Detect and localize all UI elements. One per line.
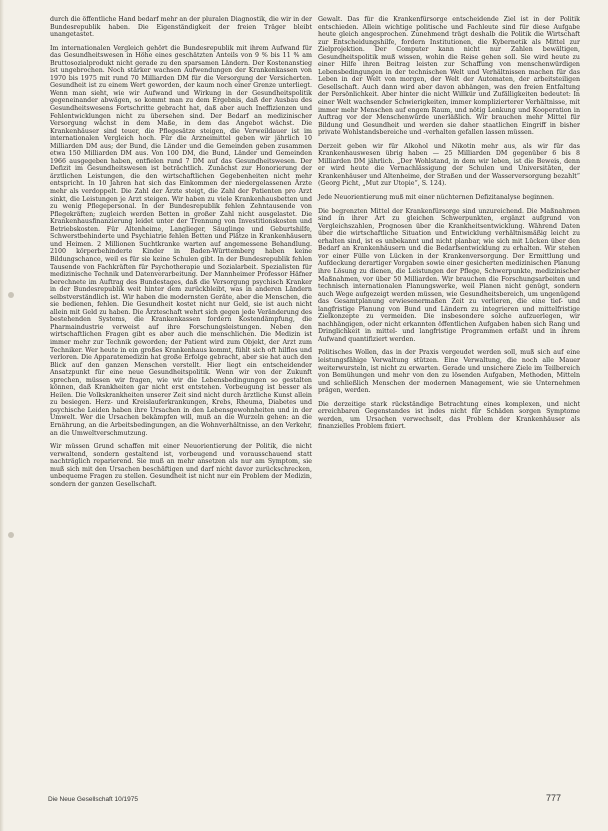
paragraph: Die derzeitige stark rückständige Betrachtung eines komplexen, und nicht erreichbaren Gegenstandes ist indes nicht für Schäden sorgen Symptome werden, um Ursachen verwechselt, das Problem der Krankenhäuser als finanzielles Problem fixiert.: [318, 400, 580, 431]
paragraph: Die begrenzten Mittel der Krankenfürsorge sind unzureichend. Die Maßnahmen sind in ihrer Art zu gleichen Schwerpunkten, ergänzt aufgrund von Vergleichszahlen, Prognosen über die Krankheitsentwicklung. Während Daten über die wirtschaftliche Situation und Entwicklung verhältnismäßig leicht zu erhalten sind, ist es unbekannt und nicht planbar, wie sich mit Lücken über den Bedarf an Krankenhäusern und die Bedarfsentwicklung zu erhalten. Wir stehen vor einer Fülle von Lücken in der Krankenversorgung. Der Ermittlung und Aufdeckung derartiger Vorgaben sowie einer gesicherten medizinischen Planung ihre Lösung zu dienen, die Leistungen der Pflege, Schwerpunkte, medizinischer Maßnahmen, vor über 50 Milliarden. Wir brauchen die Forschungsarbeiten und technisch internationalen Planungswerke, weil Planen nicht genügt, sondern auch Wege aufgezeigt werden müssen, wie Gesundheitsbereich, um ungenügend das Gesamtplanung erwiesenermaßen Zeit zu verlieren, die eine tief- und langfristige Planung von Bund und Ländern zu integrieren und mittelfristige Zielkonzepte zu vermeiden. Die insbesondere solche aufzuerlegen, wir nachhängigen, oder nicht erkannten öffentlichen Aufgaben haben sich Rang und Dringlichkeit in mittel- und langfristige Programmen erfaßt und in ihrem Aufwand quantifiziert werden.: [318, 207, 580, 343]
paragraph: Derzeit geben wir für Alkohol und Nikotin mehr aus, als wir für das Krankenhauswesen übrig haben — 25 Milliarden DM gegenüber 6 bis 8 Milliarden DM jährlich. „Der Wohlstand, in dem wir leben, ist die Beweis, denn er wird heute die Vernachlässigung der Schulen und Universitäten, der Krankenhäuser und Altenheime, der Straßen und der Wasserversorgung bezahlt“ (Georg Picht, „Mut zur Utopie“, S. 124).: [318, 142, 580, 188]
paragraph: Im internationalen Vergleich gehört die Bundesrepublik mit ihrem Aufwand für das Gesundheitswesen in Höhe eines geschätzten Anteils von 9 % bis 11 % am Bruttosozialprodukt nicht gerade zu den sparsamen Ländern. Der Kostenanstieg ist ungebrochen. Noch stärker wachsen Aufwendungen der Krankenkassen von 1970 bis 1975 mit rund 70 Milliarden DM für die Versorgung der Versicherten. Gesundheit ist zu einem Wert geworden, der kaum noch einer Grenze unterliegt. Wenn man sieht, wie wir Aufwand und Wirkung in der Gesundheitspolitik gegeneinander abwägen, so kommt man zu dem Ergebnis, daß der Ausbau des Gesundheitswesens Fortschritte gebracht hat, daß aber auch Ineffizienzen und Fehlentwicklungen nicht zu übersehen sind. Der Bedarf an medizinischer Versorgung wächst in dem Maße, in dem das Angebot wächst. Die Krankenhäuser sind teuer, die Pflegesätze steigen, die Verweildauer ist im internationalen Vergleich hoch. Für die Arzneimittel geben wir jährlich 10 Milliarden DM aus; der Bund, die Länder und die Gemeinden geben zusammen etwa 150 Milliarden DM aus. Von 100 DM, die Bund, Länder und Gemeinden 1966 ausgegeben haben, entfielen rund 7 DM auf das Gesundheitswesen. Der Defizit im Gesundheitswesen ist beträchtlich. Zunächst zur Honorierung der ärztlichen Leistungen, die den wirtschaftlichen Gegebenheiten nicht mehr entspricht. In 10 Jahren hat sich das Einkommen der niedergelassenen Ärzte mehr als verdoppelt. Die Zahl der Ärzte steigt, die Zahl der Patienten pro Arzt sinkt, die Leistungen je Arzt steigen. Wir haben zu viele Krankenhausbetten und zu wenig Pflegepersonal. In der Bundesrepublik fehlen Zehntausende von Pflegekräften; zugleich werden Betten in großer Zahl nicht ausgelastet. Die Krankenhausfinanzierung leidet unter der Trennung von Investitionskosten und Betriebskosten. Für Altenheime, Langlieger, Säuglinge und Geburtshilfe, Schwerstbehinderte und Psychiatrie fehlen Betten und Plätze in Krankenhäusern und Heimen. 2 Millionen Suchtkranke warten auf angemessene Behandlung. 2100 körperbehinderte Kinder in Baden-Württemberg haben keine Bildungschance, weil es für sie keine Schulen gibt. In der Bundesrepublik fehlen Tausende von Fachkräften für Psychotherapie und Sozialarbeit. Spezialisten für medizinische Technik und Datenverarbeitung. Der Mannheimer Professor Häfner berechnete im Auftrag des Bundestages, daß die Versorgung psychisch Kranker in der Bundesrepublik weit hinter dem zurückbleibt, was in anderen Ländern selbstverständlich ist. Wir haben die modernsten Geräte, aber die Menschen, die sie bedienen, fehlen. Die Gesundheit kostet nicht nur Geld, sie ist auch nicht allein mit Geld zu haben. Die Ärzteschaft wehrt sich gegen jede Veränderung des bestehenden Systems, die Krankenkassen fordern Kostendämpfung, die Pharmaindustrie verweist auf ihre Forschungsleistungen. Neben den wirtschaftlichen Fragen gibt es aber auch die menschlichen. Die Medizin ist immer mehr zur Technik geworden; der Patient wird zum Objekt, der Arzt zum Techniker. Wer heute in ein großes Krankenhaus kommt, fühlt sich oft hilflos und verloren. Die Apparatemedizin hat große Erfolge gebracht, aber sie hat auch den Blick auf den ganzen Menschen verstellt. Hier liegt ein entscheidender Ansatzpunkt für eine neue Gesundheitspolitik. Wenn wir von der Zukunft sprechen, müssen wir fragen, wie wir die Lebensbedingungen so gestalten können, daß Krankheiten gar nicht erst entstehen. Vorbeugung ist besser als Heilen. Die Volkskrankheiten unserer Zeit sind nicht durch ärztliche Kunst allein zu besiegen. Herz- und Kreislauferkrankungen, Krebs, Rheuma, Diabetes und psychische Leiden haben ihre Ursachen in den Lebensgewohnheiten und in der Umwelt. Wer die Ursachen bekämpfen will, muß an die Wurzeln gehen: an die Ernährung, an die Arbeitsbedingungen, an die Wohnverhältnisse, an den Verkehr, an die Umweltverschmutzung.: [50, 44, 312, 437]
paragraph: Wir müssen Grund schaffen mit einer Neuorientierung der Politik, die nicht verwaltend, sondern gestaltend ist, vorbeugend und vorausschauend statt nachträglich reparierend. Sie muß an mehr ansetzen als nur am Symptom, sie muß sich mit den Ursachen beschäftigen und darf nicht davor zurückschrecken, unbequeme Fragen zu stellen. Gesundheit ist nicht nur ein Problem der Medizin, sondern der ganzen Gesellschaft.: [50, 443, 312, 488]
paragraph: Politisches Wollen, das in der Praxis vergeudet werden soll, muß sich auf eine leistungsfähige Verwaltung stützen. Eine Verwaltung, die noch alle Mauer weiterwursteln, ist nicht zu erwarten. Gerade und unsichere Ziele im Teilbereich von Bemühungen und mehr von den zu lösenden Aufgaben, Methoden, Mitteln und schließlich Menschen der modernen Management, wie sie Unternehmen prägen, werden.: [318, 349, 580, 395]
paragraph: durch die öffentliche Hand bedarf mehr an der pluralen Diagnostik, die wir in der Bundesrepublik haben. Die Eigenständigkeit der freien Träger bleibt unangetastet.: [50, 16, 312, 39]
right-column: [318, 16, 580, 437]
binder-hole: [8, 532, 14, 538]
page-number: 777: [546, 793, 562, 803]
journal-footer: Die Neue Gesellschaft 10/1975: [48, 796, 138, 803]
paragraph: Jede Neuorientierung muß mit einer nüchternen Defizitanalyse beginnen.: [318, 194, 555, 202]
paragraph: Gewalt. Das für die Krankenfürsorge entscheidende Ziel ist in der Politik entschieden. Allein wichtige politische und Fachleute sind für diese Aufgabe heute gleich angesprochen. Zunehmend trägt deshalb die Politik die Wirtschaft zur Entscheidungshilfe, fordern Institutionen, die Kybernetik als Mittel zur Zielprojektion. Der Computer kann nicht nur Zahlen bewältigen, Gesundheitspolitik muß wissen, wohin die Reise gehen soll. Sie wird heute zu einer Hilfe ihren Beitrag leisten zur Schaffung von menschenwürdigen Lebensbedingungen in der technischen Welt und Verhältnissen machen für das Leben in der Welt von morgen, der Welt der Automaten, der arbeitsteiligen Gesellschaft. Auch dann wird aber davon abhängen, was den freien Entfaltung der Persönlichkeit. Aber hinter die nicht Willkür und Zufälligkeiten bedeutet: In einer Welt wachsender Schwierigkeiten, immer komplizierterer Verhältnisse, mit immer mehr Menschen auf engem Raum, und nötig Lenkung und Kooperation in Auftrag vor der Menschenwürde unerläßlich. Wir brauchen mehr Mittel für Bildung und Gesundheit und werden sie daher staatlichen Eingriff in bisher private Wohlstandsbereiche und -verhalten gefallen lassen müssen.: [318, 16, 580, 137]
page-edge-shadow: [0, 0, 4, 831]
left-column: [50, 16, 312, 494]
binder-hole: [8, 292, 14, 298]
